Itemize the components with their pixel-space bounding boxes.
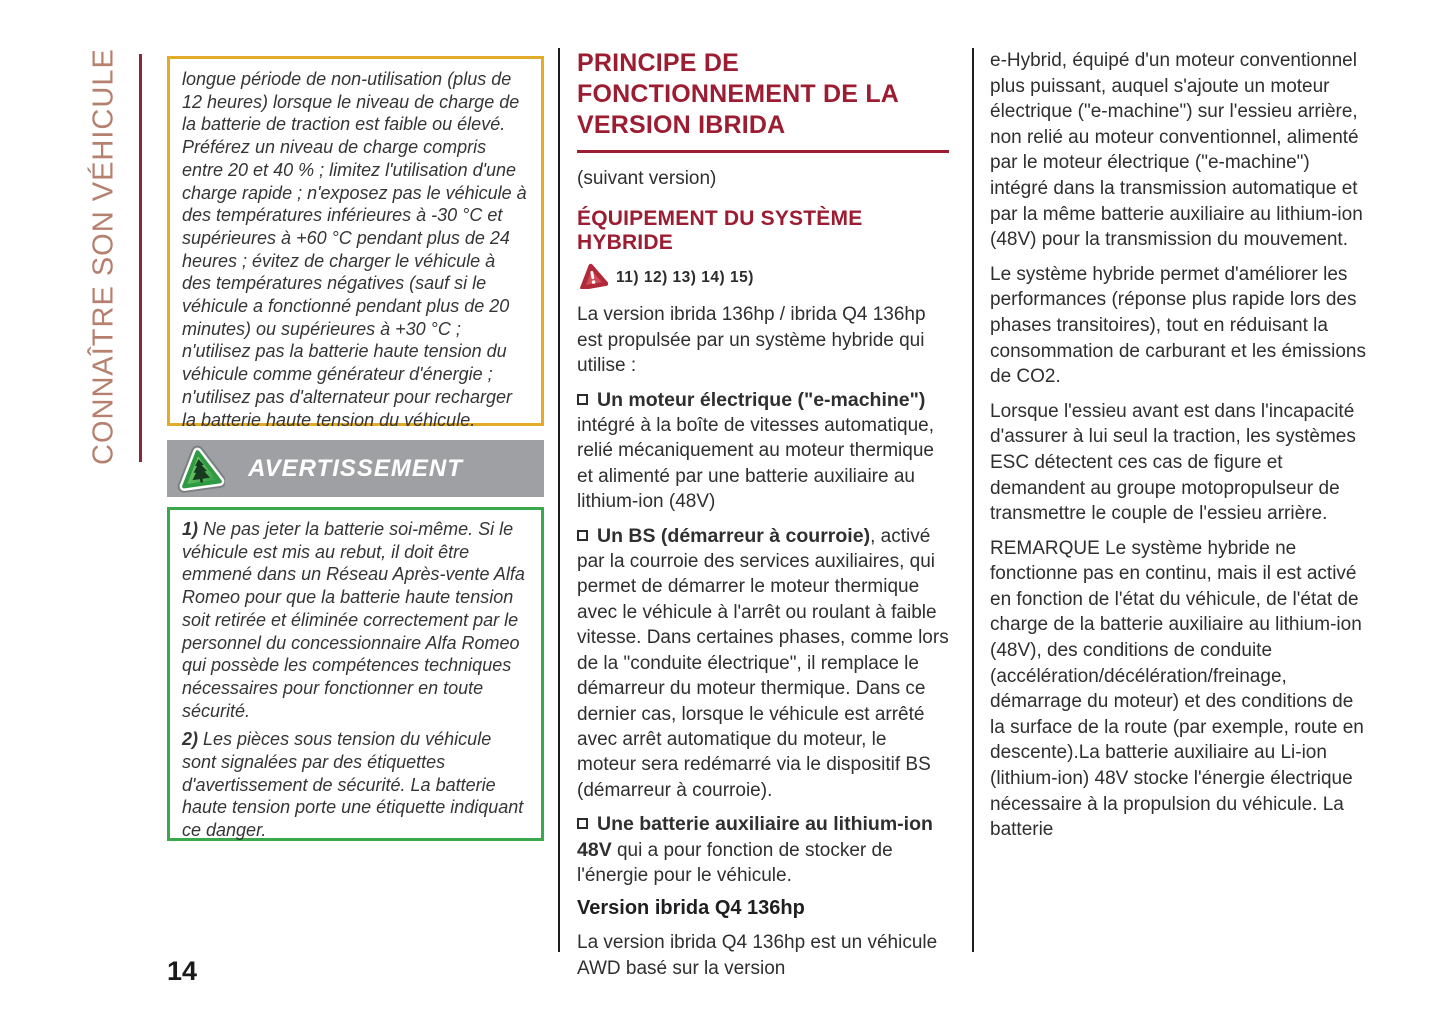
section-title: PRINCIPE DE FONCTIONNEMENT DE LA VERSION IBRIDA — [577, 49, 899, 139]
column-separator — [972, 48, 974, 952]
column-separator — [558, 48, 560, 952]
paragraph: REMARQUE Le système hybride ne fonctionne pas en continu, mais il est activé en fonction de l'état du véhicule, de l'état de charge de la batterie auxiliaire au lithium-ion (48V), des conditions de conduite (accélération/décélération/freinage, démarrage du moteur) et des conditions de la surface de la route (par exemple, route en descente).La batterie auxiliaire au Li-ion (lithium-ion) 48V stocke l'énergie électrique nécessaire à la propulsion du véhicule. La batterie — [990, 537, 1364, 841]
right-column — [990, 48, 1368, 852]
note-text: Les pièces sous tension du véhicule sont signalées par des étiquettes d'avertissement de sécurité. La batterie haute tension porte une étiquette indiquant ce danger. — [182, 729, 524, 841]
paragraph: Le système hybride permet d'améliorer les performances (réponse plus rapide lors des phases transitoires), tout en réduisant la consommation de carburant et les émissions de CO2. — [990, 263, 1366, 388]
bullet-item — [577, 388, 949, 515]
bullet-item — [577, 524, 949, 803]
note-number: 1) — [182, 519, 199, 539]
bullet-text: intégré à la boîte de vitesses automatique, relié mécaniquement au moteur thermique et alimenté par une batterie auxiliaire au lithium-ion (48V) — [577, 415, 935, 513]
caution-box — [167, 56, 544, 430]
middle-column — [577, 48, 949, 990]
note-number: 2) — [182, 729, 199, 750]
warning-ref-numbers: 11) 12) 13) 14) 15) — [616, 268, 754, 286]
square-bullet-icon — [577, 530, 588, 541]
title-rule — [577, 150, 949, 153]
note-item — [182, 518, 529, 722]
version-subheading: Version ibrida Q4 136hp — [577, 897, 805, 920]
page-number: 14 — [167, 956, 198, 986]
bullet-bold: Un BS (démarreur à courroie) — [597, 524, 871, 547]
square-bullet-icon — [577, 394, 588, 405]
chapter-title-vertical: CONNAÎTRE SON VÉHICULE — [87, 48, 120, 466]
bullet-text: qui a pour fonction de stocker de l'énergie pour le véhicule. — [577, 839, 893, 886]
warning-banner — [167, 440, 544, 497]
warning-banner-label: AVERTISSEMENT — [248, 454, 463, 482]
bullet-text: , activé par la courroie des services auxiliaires, qui permet de démarrer le moteur thermique avec le véhicule à l'arrêt ou roulant à faible vitesse. Dans certaines phases, comme lors de la "conduite électrique", il remplace le démarreur du moteur thermique. Dans ce dernier cas, lorsque le véhicule est arrêté avec arrêt automatique du moteur, le moteur sera redémarré via le dispositif BS (démarreur à courroie). — [577, 525, 949, 801]
note-item — [182, 728, 529, 842]
paragraph: e-Hybrid, équipé d'un moteur conventionnel plus puissant, auquel s'ajoute un moteur électrique ("e-machine") sur l'essieu arrière, non relié au moteur conventionnel, alimenté par le moteur électrique ("e-machine") intégré dans la transmission automatique et par la même batterie auxiliaire au lithium-ion (48V) pour la transmission du mouvement. — [990, 50, 1363, 251]
caution-box-text: longue période de non-utilisation (plus de 12 heures) lorsque le niveau de charge de la batterie de traction est faible ou élevé. Préférez un niveau de charge compris entre 20 et 40 % ; limitez l'utilisation d'une charge rapide ; n'exposez pas le véhicule à des températures inférieures à -30 °C et supérieures à +60 °C pendant plus de 24 heures ; évitez de charger le véhicule à des températures négatives (sauf si le véhicule a fonctionné pendant plus de 20 minutes) ou supérieures à +30 °C ; n'utilisez pas la batterie haute tension du véhicule comme générateur d'énergie ; n'utilisez pas d'alternateur pour recharger la batterie haute tension du véhicule. — [182, 69, 527, 430]
warning-references — [577, 261, 949, 294]
bullet-item — [577, 812, 949, 888]
version-note: (suivant version) — [577, 168, 717, 189]
intro-paragraph: La version ibrida 136hp / ibrida Q4 136hp est propulsée par un système hybride qui utilise : — [577, 304, 926, 377]
subsection-heading: ÉQUIPEMENT DU SYSTÈME HYBRIDE — [577, 207, 863, 255]
square-bullet-icon — [577, 818, 588, 829]
notes-box — [167, 507, 544, 841]
bullet-bold: Un moteur électrique ("e-machine") — [597, 388, 926, 411]
chapter-rule — [139, 54, 142, 462]
closing-paragraph: La version ibrida Q4 136hp est un véhicule AWD basé sur la version — [577, 932, 938, 979]
paragraph: Lorsque l'essieu avant est dans l'incapacité d'assurer à lui seul la traction, les systèmes ESC détectent ces cas de figure et demandent au groupe motopropulseur de transmettre le couple de l'essieu arrière. — [990, 400, 1356, 525]
bullet-bold: Une batterie auxiliaire au lithium-ion 48V — [577, 813, 933, 861]
red-warning-triangle-icon — [577, 261, 608, 294]
note-text: Ne pas jeter la batterie soi-même. Si le véhicule est mis au rebut, il doit être emmené dans un Réseau Après-vente Alfa Romeo pour que la batterie haute tension soit retirée et éliminée correctement par le personnel du concessionnaire Alfa Romeo qui possède les compétences techniques nécessaires pour fonctionner en toute sécurité. — [182, 519, 525, 721]
